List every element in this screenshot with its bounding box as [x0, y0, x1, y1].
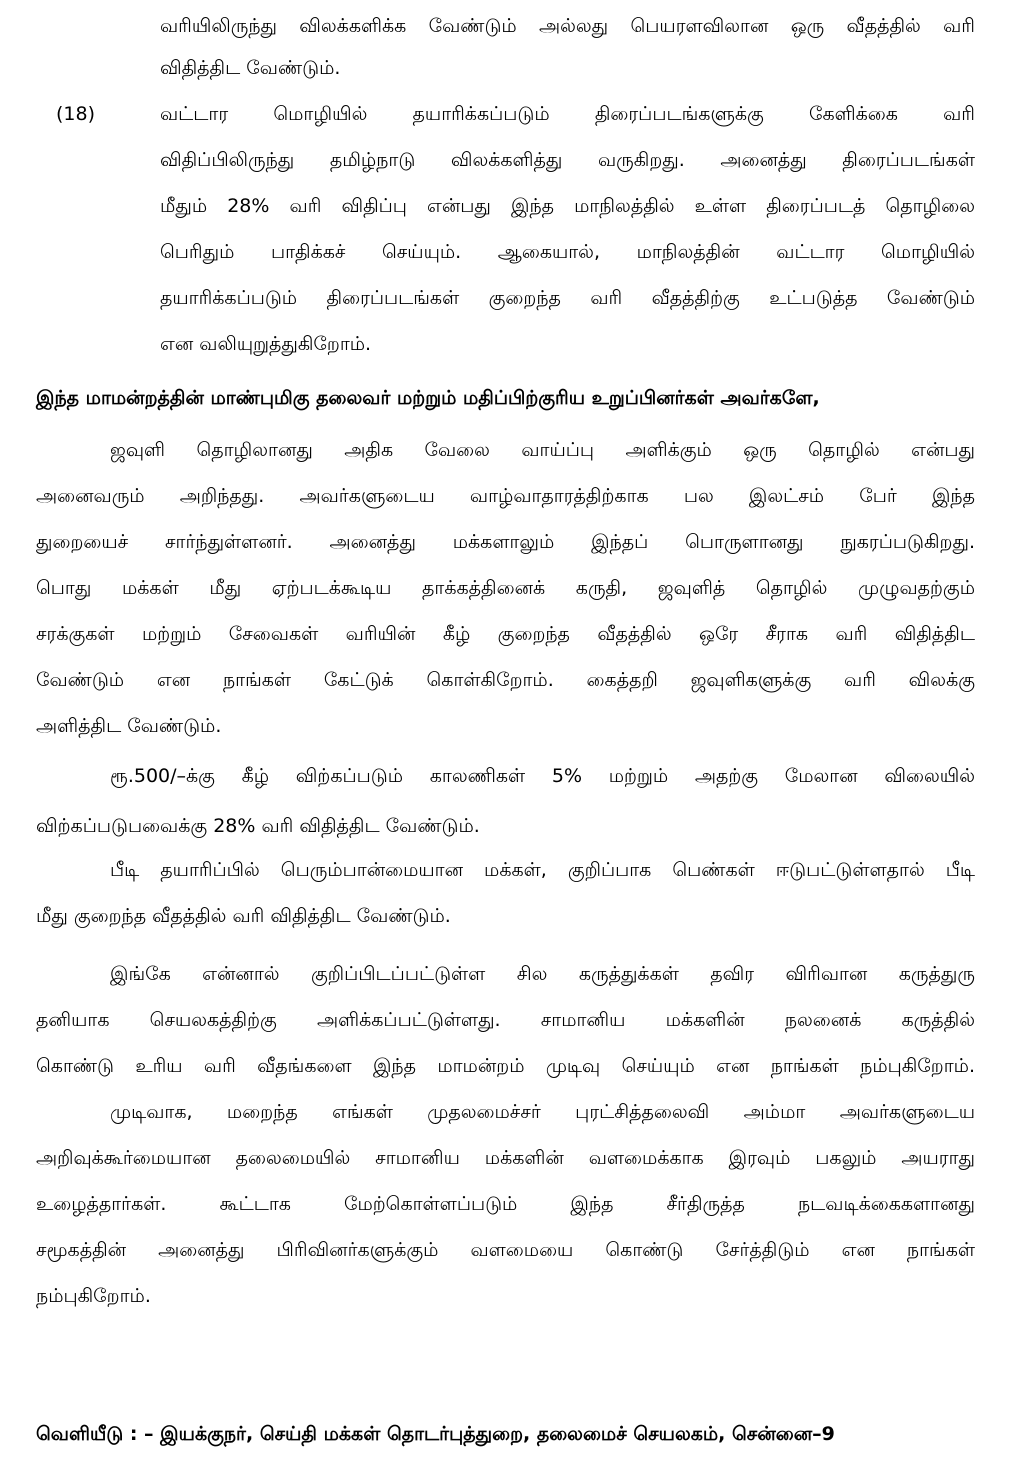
- para-conclusion-line-5: நம்புகிறோம்.: [36, 1285, 151, 1307]
- para-beedi-line-1: பீடி தயாரிப்பில் பெரும்பான்மையான மக்கள், குறிப்பாக பெண்கள் ஈடுபட்டுள்ளதால் பீடி: [110, 859, 975, 881]
- para-conclusion-line-1: முடிவாக, மறைந்த எங்கள் முதலமைச்சர் புரட்சித்தலைவி அம்மா அவர்களுடைய: [110, 1101, 975, 1123]
- para-jewellery-line-5: சரக்குகள் மற்றும் சேவைகள் வரியின் கீழ் குறைந்த வீதத்தில் ஒரே சீராக வரி விதித்திட: [36, 623, 975, 645]
- para-views-line-1: இங்கே என்னால் குறிப்பிடப்பட்டுள்ள சில கருத்துக்கள் தவிர விரிவான கருத்துரு: [110, 963, 975, 985]
- para-footwear-line-1: ரூ.500/–க்கு கீழ் விற்கப்படும் காலணிகள் 5% மற்றும் அதற்கு மேலான விலையில்: [110, 765, 975, 787]
- para-conclusion-line-3: உழைத்தார்கள். கூட்டாக மேற்கொள்ளப்படும் இந்த சீர்திருத்த நடவடிக்கைகளானது: [36, 1193, 975, 1215]
- footer-publisher: வெளியீடு : – இயக்குநர், செய்தி மக்கள் தொடர்புத்துறை, தலைமைச் செயலகம், சென்னை–9: [36, 1423, 835, 1445]
- item18-line-3: மீதும் 28% வரி விதிப்பு என்பது இந்த மாநிலத்தில் உள்ள திரைப்படத் தொழிலை: [160, 195, 975, 217]
- salutation: இந்த மாமன்றத்தின் மாண்புமிகு தலைவர் மற்றும் மதிப்பிற்குரிய உறுப்பினர்கள் அவர்களே,: [36, 387, 820, 409]
- item18-line-1: வட்டார மொழியில் தயாரிக்கப்படும் திரைப்படங்களுக்கு கேளிக்கை வரி: [160, 103, 975, 125]
- item18-line-5: தயாரிக்கப்படும் திரைப்படங்கள் குறைந்த வரி வீதத்திற்கு உட்படுத்த வேண்டும்: [160, 287, 975, 309]
- para-conclusion-line-4: சமூகத்தின் அனைத்து பிரிவினர்களுக்கும் வளமையை கொண்டு சேர்த்திடும் என நாங்கள்: [36, 1239, 975, 1261]
- para-conclusion-line-2: அறிவுக்கூர்மையான தலைமையில் சாமானிய மக்களின் வளமைக்காக இரவும் பகலும் அயராது: [36, 1147, 975, 1169]
- para-footwear-line-2: விற்கப்படுபவைக்கு 28% வரி விதித்திட வேண்டும்.: [36, 815, 480, 837]
- item17-line-1: வரியிலிருந்து விலக்களிக்க வேண்டும் அல்லது பெயரளவிலான ஒரு வீதத்தில் வரி: [160, 15, 975, 37]
- para-jewellery-line-6: வேண்டும் என நாங்கள் கேட்டுக் கொள்கிறோம். கைத்தறி ஜவுளிகளுக்கு வரி விலக்கு: [36, 669, 975, 691]
- para-views-line-3: கொண்டு உரிய வரி வீதங்களை இந்த மாமன்றம் முடிவு செய்யும் என நாங்கள் நம்புகிறோம்.: [36, 1055, 975, 1077]
- para-beedi-line-2: மீது குறைந்த வீதத்தில் வரி விதித்திட வேண்டும்.: [36, 905, 451, 927]
- para-jewellery-line-4: பொது மக்கள் மீது ஏற்படக்கூடிய தாக்கத்தினைக் கருதி, ஜவுளித் தொழில் முழுவதற்கும்: [36, 577, 975, 599]
- para-jewellery-line-3: துறையைச் சார்ந்துள்ளனர். அனைத்து மக்களாலும் இந்தப் பொருளானது நுகரப்படுகிறது.: [36, 531, 975, 553]
- para-jewellery-line-2: அனைவரும் அறிந்தது. அவர்களுடைய வாழ்வாதாரத்திற்காக பல இலட்சம் பேர் இந்த: [36, 485, 975, 507]
- item18-number: (18): [56, 103, 96, 125]
- para-jewellery-line-1: ஜவுளி தொழிலானது அதிக வேலை வாய்ப்பு அளிக்கும் ஒரு தொழில் என்பது: [110, 439, 975, 461]
- para-jewellery-line-7: அளித்திட வேண்டும்.: [36, 715, 222, 737]
- item17-line-2: விதித்திட வேண்டும்.: [160, 57, 341, 79]
- item18-line-2: விதிப்பிலிருந்து தமிழ்நாடு விலக்களித்து வருகிறது. அனைத்து திரைப்படங்கள்: [160, 149, 975, 171]
- para-views-line-2: தனியாக செயலகத்திற்கு அளிக்கப்பட்டுள்ளது. சாமானிய மக்களின் நலனைக் கருத்தில்: [36, 1009, 975, 1031]
- item18-line-4: பெரிதும் பாதிக்கச் செய்யும். ஆகையால், மாநிலத்தின் வட்டார மொழியில்: [160, 241, 975, 263]
- item18-line-6: என வலியுறுத்துகிறோம்.: [160, 333, 372, 355]
